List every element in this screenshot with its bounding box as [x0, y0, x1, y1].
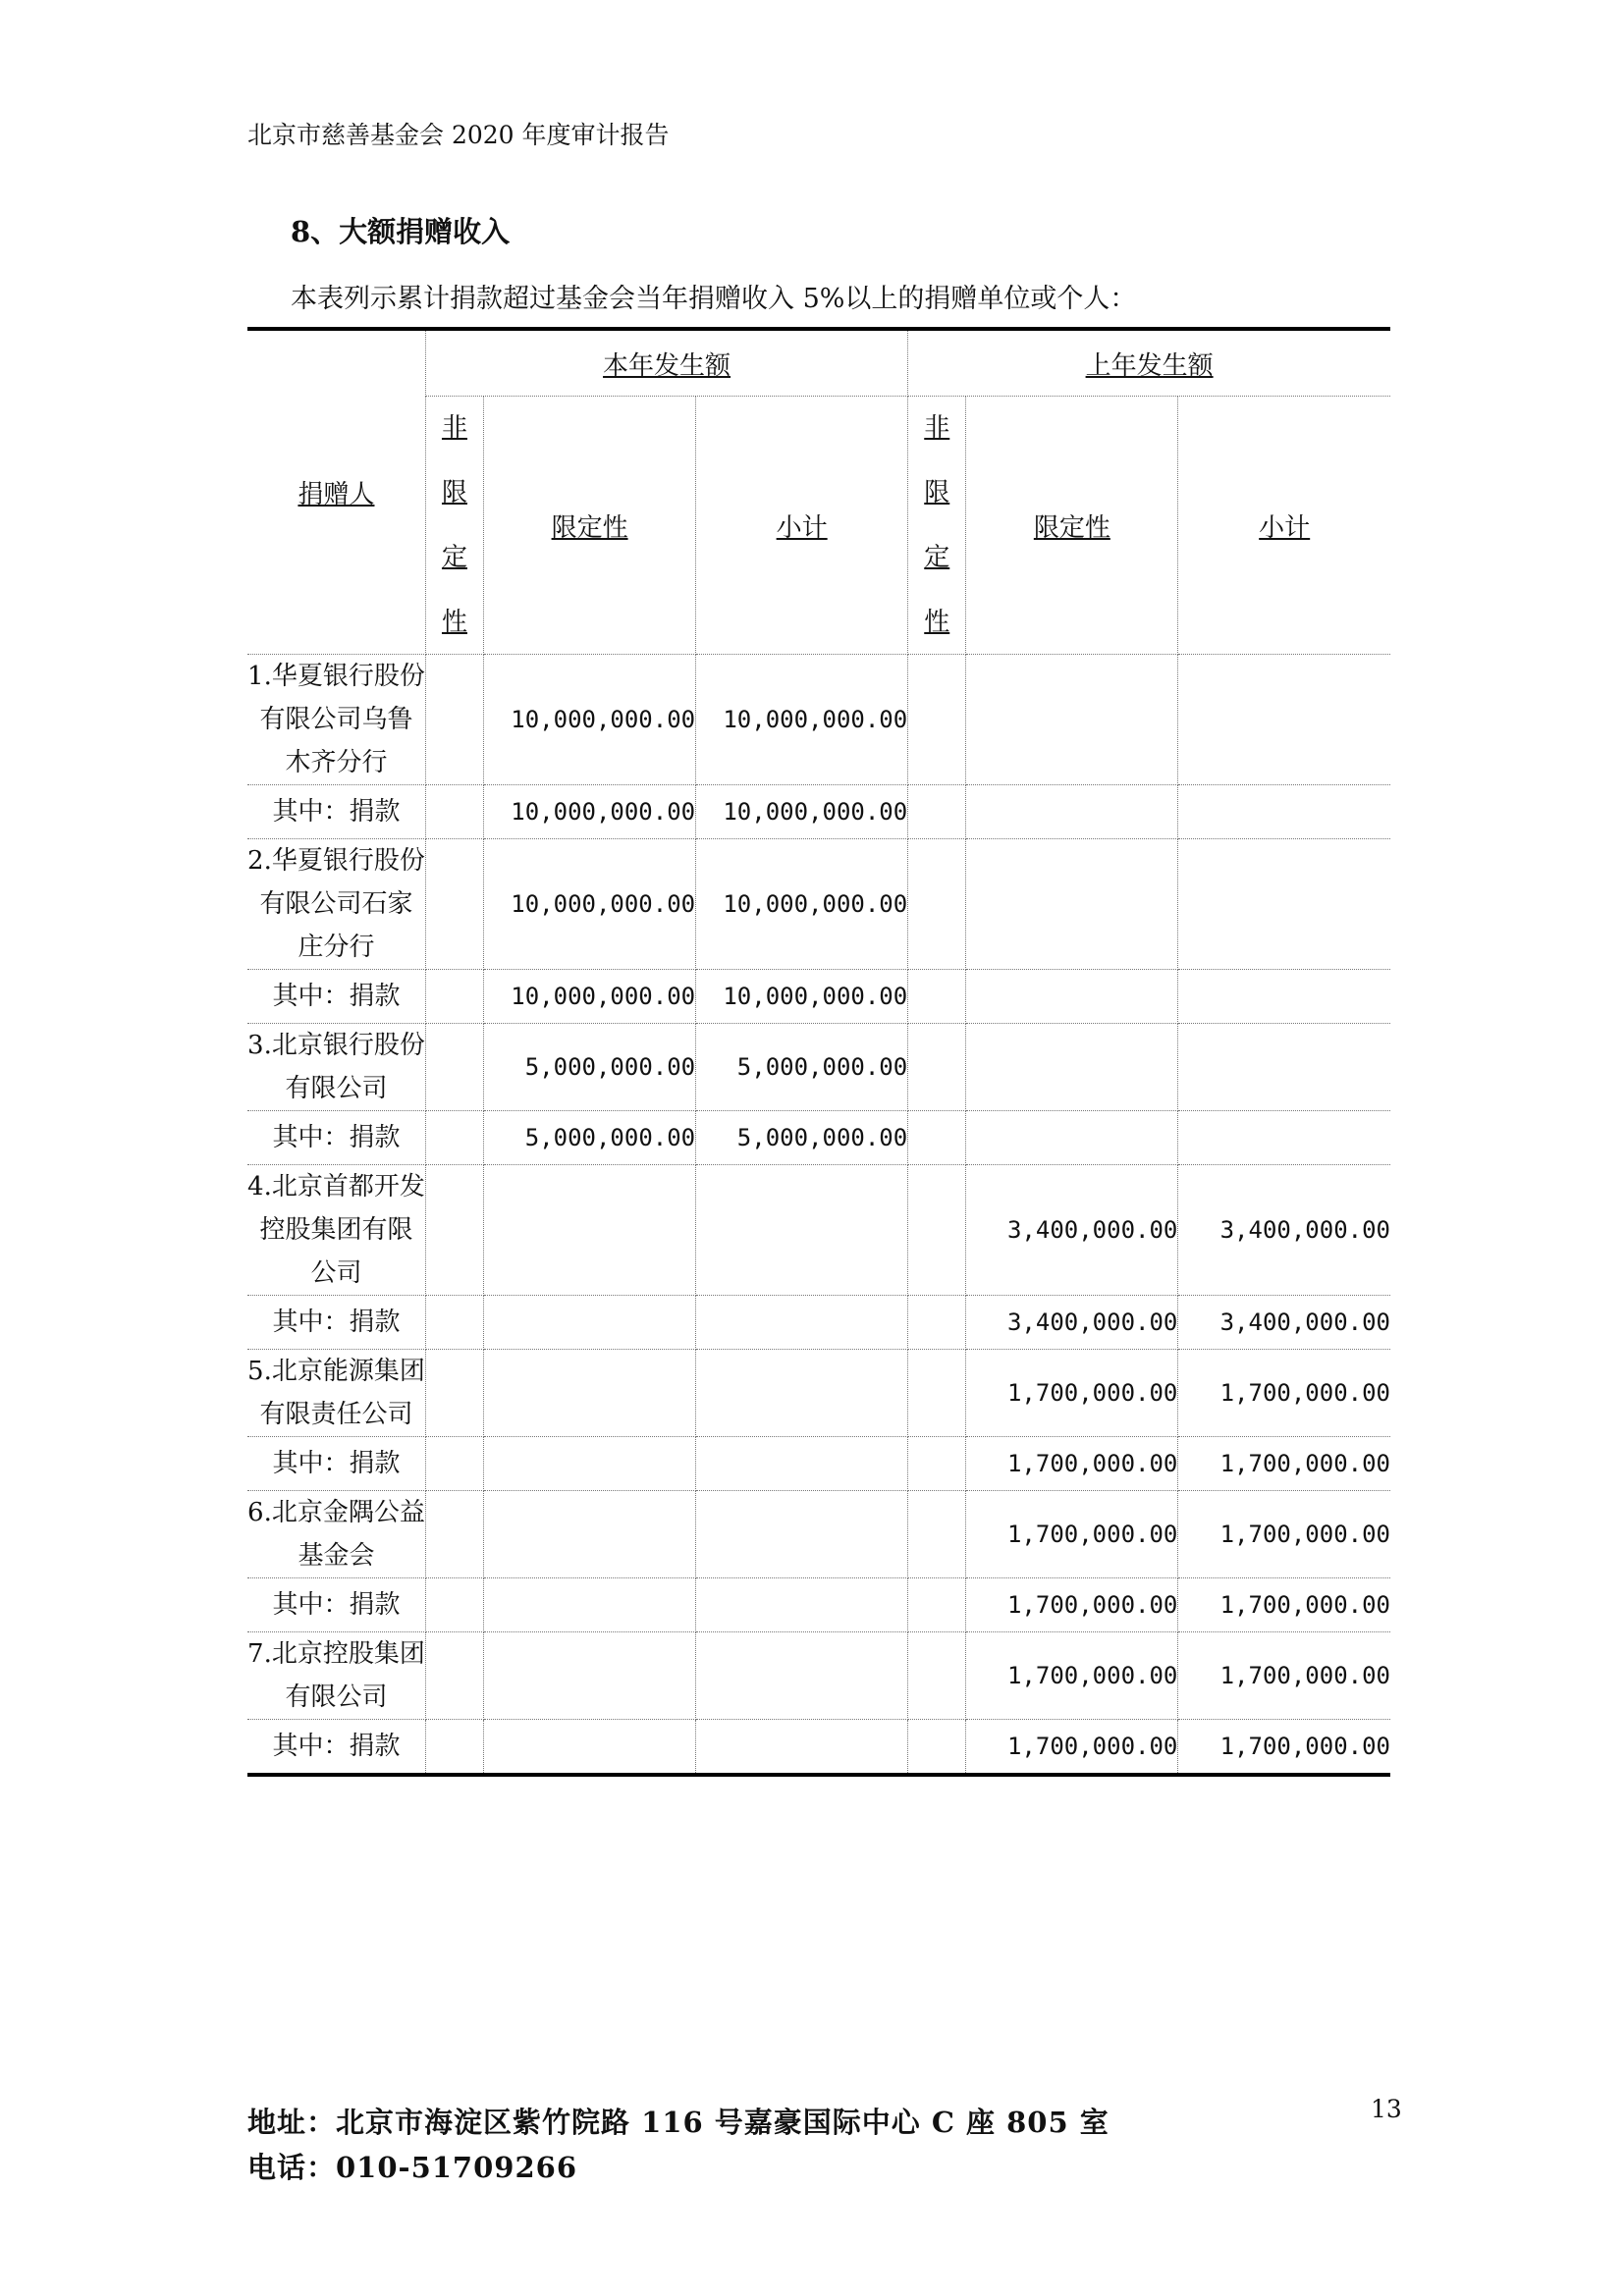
current-unrestricted-cell — [425, 839, 483, 970]
table-row — [247, 1296, 1390, 1350]
subitem-label: 其中：捐款 — [247, 1111, 425, 1165]
prior-unrestricted-cell — [908, 1111, 966, 1165]
donation-rows — [247, 655, 1390, 1776]
table-row — [247, 1111, 1390, 1165]
current-restricted-cell: 10,000,000.00 — [484, 970, 696, 1024]
table-row — [247, 1491, 1390, 1578]
current-unrestricted-cell — [425, 1165, 483, 1296]
current-unrestricted-cell — [425, 1111, 483, 1165]
prior-restricted-cell: 1,700,000.00 — [966, 1632, 1178, 1720]
prior-unrestricted-cell — [908, 1632, 966, 1720]
current-unrestricted-cell — [425, 970, 483, 1024]
prior-unrestricted-cell — [908, 1491, 966, 1578]
current-restricted-cell: 5,000,000.00 — [484, 1111, 696, 1165]
current-restricted-cell — [484, 1720, 696, 1776]
current-subtotal-cell — [696, 1437, 908, 1491]
current-restricted-cell: 10,000,000.00 — [484, 655, 696, 785]
footer-address: 地址：北京市海淀区紫竹院路 116 号嘉豪国际中心 C 座 805 室 — [247, 2106, 1110, 2139]
prior-subtotal-header: 小计 — [1178, 397, 1390, 655]
prior-unrestricted-cell — [908, 1578, 966, 1632]
table-row — [247, 970, 1390, 1024]
footer-phone: 电话：010-51709266 — [247, 2151, 577, 2184]
donor-name: 1.华夏银行股份有限公司乌鲁木齐分行 — [247, 655, 425, 785]
prior-unrestricted-cell — [908, 970, 966, 1024]
subitem-label: 其中：捐款 — [247, 1720, 425, 1776]
current-restricted-cell — [484, 1491, 696, 1578]
current-unrestricted-cell — [425, 1350, 483, 1437]
prior-subtotal-cell: 1,700,000.00 — [1178, 1578, 1390, 1632]
table-row — [247, 1632, 1390, 1720]
large-donations-table — [247, 327, 1390, 1777]
current-subtotal-cell: 10,000,000.00 — [696, 839, 908, 970]
prior-unrestricted-cell — [908, 655, 966, 785]
prior-restricted-cell — [966, 839, 1178, 970]
subitem-label: 其中：捐款 — [247, 1437, 425, 1491]
page-number: 13 — [1371, 2095, 1402, 2123]
donor-name: 3.北京银行股份有限公司 — [247, 1024, 425, 1111]
table-row — [247, 839, 1390, 970]
subitem-label: 其中：捐款 — [247, 1296, 425, 1350]
section-intro: 本表列示累计捐款超过基金会当年捐赠收入 5%以上的捐赠单位或个人： — [291, 284, 1137, 314]
subitem-label: 其中：捐款 — [247, 1578, 425, 1632]
current-subtotal-cell: 5,000,000.00 — [696, 1111, 908, 1165]
prior-restricted-cell: 1,700,000.00 — [966, 1437, 1178, 1491]
current-unrestricted-cell — [425, 785, 483, 839]
prior-subtotal-cell: 3,400,000.00 — [1178, 1165, 1390, 1296]
current-unrestricted-header: 非 限 定 性 — [425, 397, 483, 655]
prior-restricted-cell: 3,400,000.00 — [966, 1165, 1178, 1296]
prior-restricted-cell: 1,700,000.00 — [966, 1491, 1178, 1578]
current-restricted-header: 限定性 — [484, 397, 696, 655]
running-header: 北京市慈善基金会 2020 年度审计报告 — [247, 121, 670, 149]
donor-name: 2.华夏银行股份有限公司石家庄分行 — [247, 839, 425, 970]
prior-restricted-cell — [966, 1024, 1178, 1111]
prior-restricted-cell — [966, 785, 1178, 839]
table-row — [247, 1024, 1390, 1111]
prior-restricted-cell: 1,700,000.00 — [966, 1720, 1178, 1776]
prior-unrestricted-header: 非 限 定 性 — [908, 397, 966, 655]
current-subtotal-cell — [696, 1350, 908, 1437]
prior-unrestricted-cell — [908, 1720, 966, 1776]
prior-unrestricted-cell — [908, 1165, 966, 1296]
table-row — [247, 1720, 1390, 1776]
table-row — [247, 1578, 1390, 1632]
section-title: 8、大额捐赠收入 — [291, 215, 511, 248]
donor-column-header: 捐赠人 — [247, 329, 425, 655]
table-row — [247, 1350, 1390, 1437]
current-restricted-cell: 5,000,000.00 — [484, 1024, 696, 1111]
prior-restricted-cell: 1,700,000.00 — [966, 1578, 1178, 1632]
prior-subtotal-cell — [1178, 970, 1390, 1024]
prior-unrestricted-cell — [908, 1437, 966, 1491]
prior-unrestricted-cell — [908, 839, 966, 970]
current-subtotal-cell: 10,000,000.00 — [696, 655, 908, 785]
prior-subtotal-cell — [1178, 655, 1390, 785]
current-subtotal-cell — [696, 1296, 908, 1350]
current-subtotal-cell: 5,000,000.00 — [696, 1024, 908, 1111]
current-unrestricted-cell — [425, 1491, 483, 1578]
current-restricted-cell — [484, 1632, 696, 1720]
current-subtotal-cell — [696, 1165, 908, 1296]
current-unrestricted-cell — [425, 655, 483, 785]
current-subtotal-cell: 10,000,000.00 — [696, 970, 908, 1024]
prior-subtotal-cell — [1178, 1024, 1390, 1111]
donor-name: 6.北京金隅公益基金会 — [247, 1491, 425, 1578]
donor-name: 4.北京首都开发控股集团有限公司 — [247, 1165, 425, 1296]
current-restricted-cell: 10,000,000.00 — [484, 839, 696, 970]
prior-restricted-cell — [966, 970, 1178, 1024]
prior-unrestricted-cell — [908, 1024, 966, 1111]
current-subtotal-cell — [696, 1578, 908, 1632]
current-subtotal-header: 小计 — [696, 397, 908, 655]
prior-restricted-cell — [966, 1111, 1178, 1165]
table-row — [247, 655, 1390, 785]
prior-subtotal-cell: 1,700,000.00 — [1178, 1437, 1390, 1491]
current-restricted-cell — [484, 1165, 696, 1296]
prior-restricted-header: 限定性 — [966, 397, 1178, 655]
prior-subtotal-cell: 1,700,000.00 — [1178, 1491, 1390, 1578]
current-unrestricted-cell — [425, 1024, 483, 1111]
prior-subtotal-cell: 1,700,000.00 — [1178, 1720, 1390, 1776]
prior-subtotal-cell — [1178, 839, 1390, 970]
prior-subtotal-cell — [1178, 1111, 1390, 1165]
prior-subtotal-cell: 1,700,000.00 — [1178, 1632, 1390, 1720]
prior-unrestricted-cell — [908, 1350, 966, 1437]
donor-name: 5.北京能源集团有限责任公司 — [247, 1350, 425, 1437]
prior-subtotal-cell — [1178, 785, 1390, 839]
current-restricted-cell — [484, 1578, 696, 1632]
current-unrestricted-cell — [425, 1578, 483, 1632]
subitem-label: 其中：捐款 — [247, 970, 425, 1024]
current-subtotal-cell — [696, 1632, 908, 1720]
current-unrestricted-cell — [425, 1720, 483, 1776]
subitem-label: 其中：捐款 — [247, 785, 425, 839]
current-subtotal-cell — [696, 1491, 908, 1578]
current-restricted-cell — [484, 1350, 696, 1437]
prior-subtotal-cell: 3,400,000.00 — [1178, 1296, 1390, 1350]
prior-restricted-cell: 3,400,000.00 — [966, 1296, 1178, 1350]
current-subtotal-cell — [696, 1720, 908, 1776]
table-row — [247, 1165, 1390, 1296]
prior-restricted-cell: 1,700,000.00 — [966, 1350, 1178, 1437]
current-unrestricted-cell — [425, 1296, 483, 1350]
prior-restricted-cell — [966, 655, 1178, 785]
current-unrestricted-cell — [425, 1632, 483, 1720]
current-restricted-cell: 10,000,000.00 — [484, 785, 696, 839]
prior-unrestricted-cell — [908, 1296, 966, 1350]
current-restricted-cell — [484, 1437, 696, 1491]
current-year-header: 本年发生额 — [425, 329, 907, 397]
prior-subtotal-cell: 1,700,000.00 — [1178, 1350, 1390, 1437]
prior-year-header: 上年发生额 — [908, 329, 1390, 397]
donor-name: 7.北京控股集团有限公司 — [247, 1632, 425, 1720]
prior-unrestricted-cell — [908, 785, 966, 839]
current-unrestricted-cell — [425, 1437, 483, 1491]
table-row — [247, 785, 1390, 839]
current-subtotal-cell: 10,000,000.00 — [696, 785, 908, 839]
table-row — [247, 1437, 1390, 1491]
current-restricted-cell — [484, 1296, 696, 1350]
